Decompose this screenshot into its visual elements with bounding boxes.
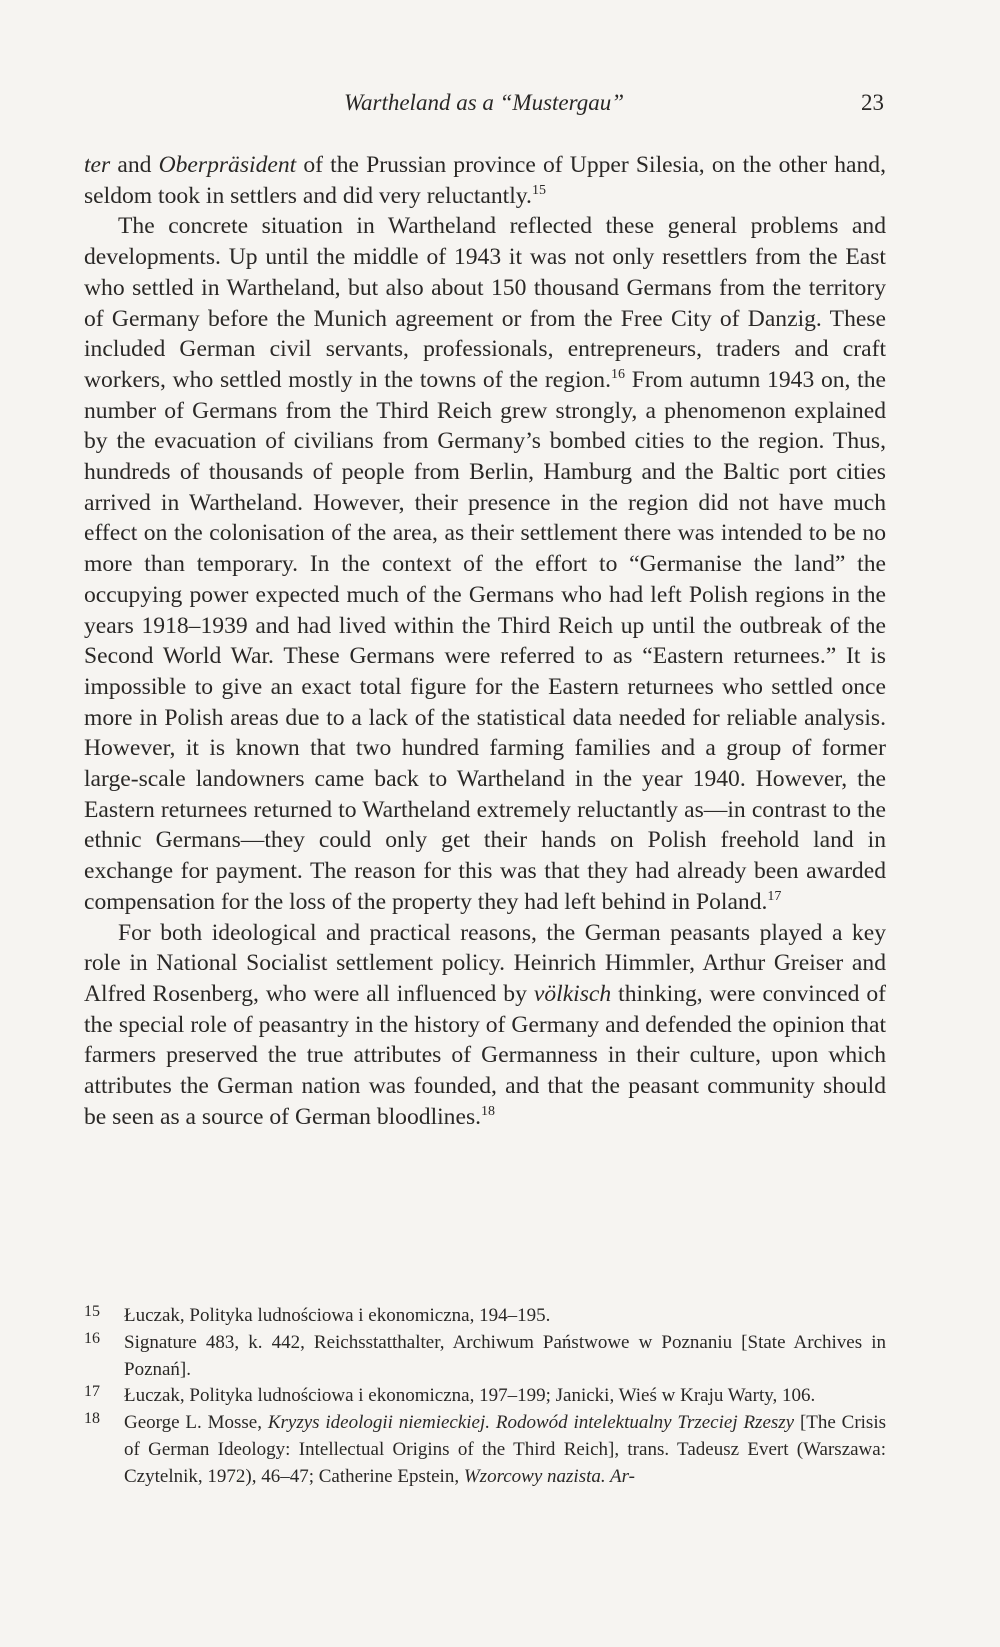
text-run: and	[110, 152, 159, 178]
text-run: From autumn 1943 on, the number of Germans from the Third Reich grew strongly, a phenomenon explained by the evacuation of civilians from Germany’s bombed cities to the region. Thus, hundreds of thousands of people from Berlin, Hamburg and the Baltic port cities arrived in Wartheland. However, their presence in the region did not have much effect on the colonisation of the area, as their settlement there was intended to be no more than temporary. In the context of the effort to “Germanise the land” the occupying power expected much of the Germans who had left Polish regions in the years 1918–1939 and had lived within the Third Reich up until the outbreak of the Second World War. These Germans were referred to as “Eastern returnees.” It is impossible to give an exact total figure for the Eastern returnees who settled once more in Polish areas due to a lack of the statistical data needed for reliable analysis. However, it is known that two hundred farming families and a group of former large-scale landowners came back to Wartheland in the year 1940. However, the Eastern returnees returned to Wartheland extremely reluctantly as—in contrast to the ethnic Germans—they could only get their hands on Polish freehold land in exchange for payment. The reason for this was that they had already been awarded compensation for the loss of the property they had left behind in Poland.	[84, 366, 886, 915]
footnote-number: 16	[84, 1329, 100, 1347]
page-number: 23	[861, 90, 884, 115]
footnote-15	[84, 1303, 886, 1330]
main-text	[84, 150, 886, 1133]
text-run: [The Crisis of German Ideology: Intellectual Origins of the Third Reich], trans. Tadeusz Evert (Warszawa: Czytelnik, 1972), 46–47; Catherine Epstein,	[124, 1412, 887, 1487]
text-run: thinking, were convinced of the special role of peasantry in the history of Germany and defended the opinion that farmers preserved the true attributes of Germanness in their culture, upon which attributes the German nation was founded, and that the peasant community should be seen as a source of German bloodlines.	[84, 980, 887, 1130]
text-run: of the Prussian province of Upper Silesia, on the other hand, seldom took in settlers and did very reluctantly.	[84, 152, 886, 209]
paragraph-3	[84, 918, 886, 1133]
footnote-ref-16[interactable]: 16	[611, 366, 626, 382]
footnote-number: 15	[84, 1303, 100, 1320]
text-run: The concrete situation in Wartheland reflected these general problems and developments. Up until the middle of 1943 it was not only resettlers from the East who settled in Wartheland, but also about 150 thousand Germans from the territory of Germany before the Munich agreement or from the Free City of Danzig. These included German civil servants, professionals, entrepreneurs, traders and craft workers, who settled mostly in the towns of the region.	[84, 213, 886, 393]
footnote-text: Łuczak, Polityka ludnościowa i ekonomiczna, 194–195.	[124, 1305, 551, 1326]
footnote-16	[84, 1330, 886, 1384]
footnote-17	[84, 1383, 886, 1410]
italic-term: völkisch	[533, 980, 612, 1007]
italic-title: Kryzys ideologii niemieckiej. Rodowód intelektualny Trzeciej Rzeszy	[267, 1412, 795, 1434]
italic-title: Wzorcowy nazista. Ar-	[463, 1465, 635, 1487]
running-title: Wartheland as a “Mustergau”	[343, 90, 625, 115]
paragraph-2	[84, 211, 886, 917]
footnote-number: 18	[84, 1410, 100, 1428]
footnote-ref-15[interactable]: 15	[531, 182, 546, 198]
page-header	[84, 90, 884, 124]
paragraph-1	[84, 150, 886, 211]
footnote-number: 17	[84, 1383, 100, 1401]
footnote-text: Łuczak, Polityka ludnościowa i ekonomiczna, 197–199; Janicki, Wieś w Kraju Warty, 106.	[124, 1385, 816, 1407]
footnote-ref-17[interactable]: 17	[767, 888, 782, 904]
text-run: For both ideological and practical reasons, the German peasants played a key role in National Socialist settlement policy. Heinrich Himmler, Arthur Greiser and Alfred Rosenberg, who were all influenced by	[84, 919, 886, 1007]
text-run: George L. Mosse,	[124, 1412, 268, 1434]
italic-term: ter	[84, 152, 111, 178]
footnote-text: Signature 483, k. 442, Reichsstatthalter, Archiwum Państwowe w Poznaniu [State Archives in Poznań].	[124, 1331, 886, 1380]
footnotes	[84, 1303, 886, 1491]
italic-term: Oberpräsident	[158, 152, 297, 178]
footnote-ref-18[interactable]: 18	[481, 1103, 496, 1119]
footnote-18	[84, 1410, 886, 1490]
footnote-text	[124, 1412, 886, 1487]
